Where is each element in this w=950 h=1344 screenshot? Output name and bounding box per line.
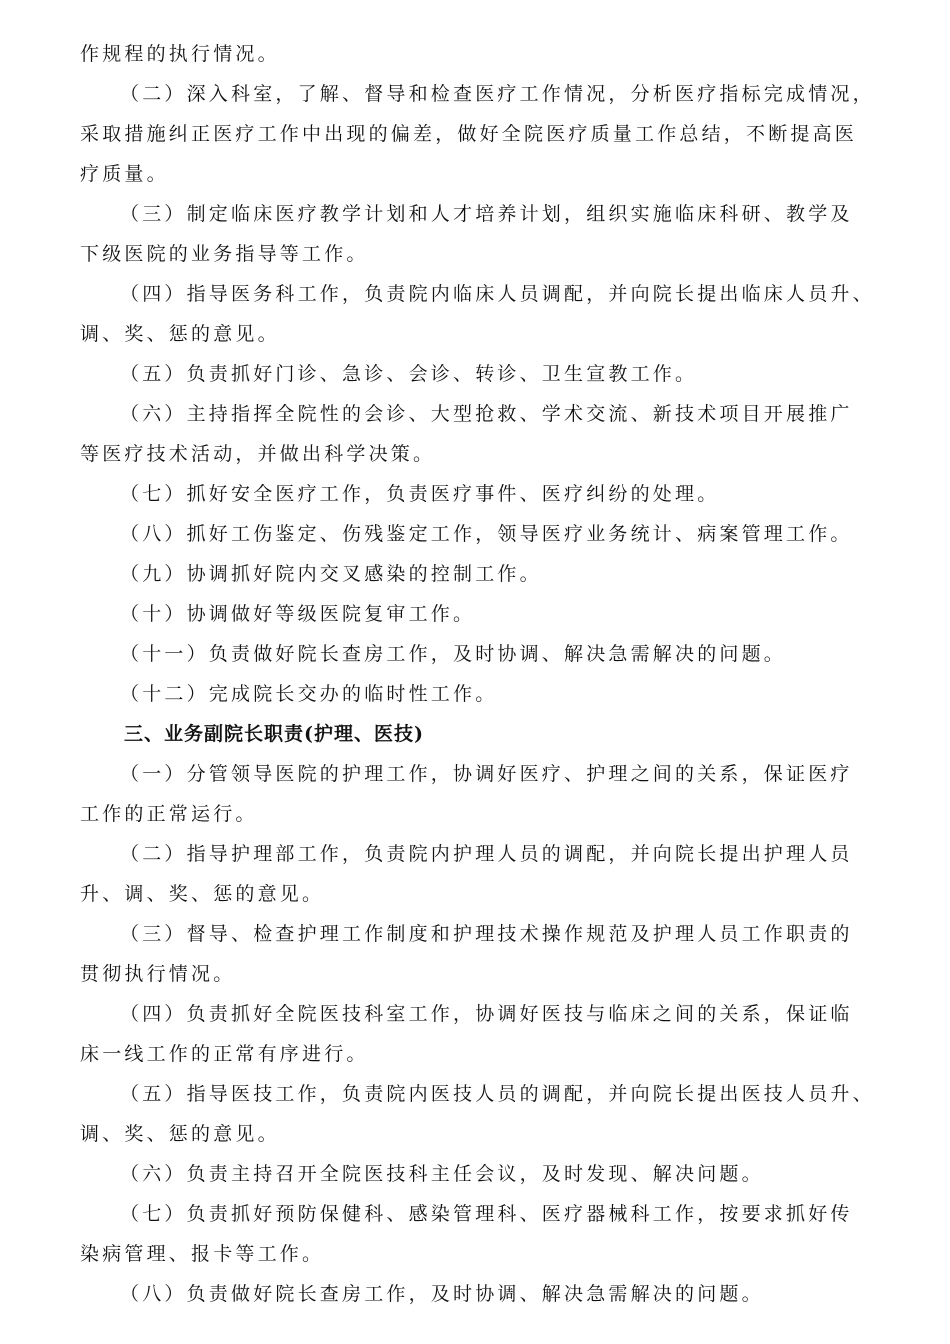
- duty-item-4: （四）负责抓好全院医技科室工作，协调好医技与临床之间的关系，保证临: [120, 1003, 853, 1025]
- text-line-continuation: 下级医院的业务指导等工作。: [80, 243, 369, 265]
- duty-item-8: （八）抓好工伤鉴定、伤残鉴定工作，领导医疗业务统计、病案管理工作。: [120, 523, 853, 545]
- duty-item-7: （七）抓好安全医疗工作，负责医疗事件、医疗纠纷的处理。: [120, 483, 720, 505]
- duty-item-4: （四）指导医务科工作，负责院内临床人员调配，并向院长提出临床人员升、: [120, 283, 875, 305]
- duty-item-5: （五）负责抓好门诊、急诊、会诊、转诊、卫生宣教工作。: [120, 363, 698, 385]
- document-page: [80, 34, 885, 1314]
- text-line-continuation: 调、奖、惩的意见。: [80, 323, 280, 345]
- text-line-continuation: 采取措施纠正医疗工作中出现的偏差，做好全院医疗质量工作总结，不断提高医: [80, 123, 858, 145]
- text-line-continuation: 作规程的执行情况。: [80, 43, 280, 65]
- duty-item-3: （三）制定临床医疗教学计划和人才培养计划，组织实施临床科研、教学及: [120, 203, 853, 225]
- duty-item-2: （二）指导护理部工作，负责院内护理人员的调配，并向院长提出护理人员: [120, 843, 853, 865]
- duty-item-7: （七）负责抓好预防保健科、感染管理科、医疗器械科工作，按要求抓好传: [120, 1203, 853, 1225]
- duty-item-3: （三）督导、检查护理工作制度和护理技术操作规范及护理人员工作职责的: [120, 923, 853, 945]
- text-line-continuation: 染病管理、报卡等工作。: [80, 1243, 325, 1265]
- text-line-continuation: 贯彻执行情况。: [80, 963, 236, 985]
- duty-item-2: （二）深入科室，了解、督导和检查医疗工作情况，分析医疗指标完成情况，: [120, 83, 875, 105]
- duty-item-8: （八）负责做好院长查房工作，及时协调、解决急需解决的问题。: [120, 1283, 764, 1305]
- duty-item-6: （六）负责主持召开全院医技科主任会议，及时发现、解决问题。: [120, 1163, 764, 1185]
- section-heading: 三、业务副院长职责(护理、医技): [124, 723, 424, 745]
- duty-item-1: （一）分管领导医院的护理工作，协调好医疗、护理之间的关系，保证医疗: [120, 763, 853, 785]
- duty-item-9: （九）协调抓好院内交叉感染的控制工作。: [120, 563, 542, 585]
- duty-item-5: （五）指导医技工作，负责院内医技人员的调配，并向院长提出医技人员升、: [120, 1083, 875, 1105]
- duty-item-10: （十）协调做好等级医院复审工作。: [120, 603, 476, 625]
- text-line-continuation: 工作的正常运行。: [80, 803, 258, 825]
- text-line-continuation: 调、奖、惩的意见。: [80, 1123, 280, 1145]
- duty-item-12: （十二）完成院长交办的临时性工作。: [120, 683, 498, 705]
- text-line-continuation: 疗质量。: [80, 163, 169, 185]
- duty-item-11: （十一）负责做好院长查房工作，及时协调、解决急需解决的问题。: [120, 643, 787, 665]
- text-line-continuation: 等医疗技术活动，并做出科学决策。: [80, 443, 436, 465]
- text-line-continuation: 升、调、奖、惩的意见。: [80, 883, 325, 905]
- text-line-continuation: 床一线工作的正常有序进行。: [80, 1043, 369, 1065]
- duty-item-6: （六）主持指挥全院性的会诊、大型抢救、学术交流、新技术项目开展推广: [120, 403, 853, 425]
